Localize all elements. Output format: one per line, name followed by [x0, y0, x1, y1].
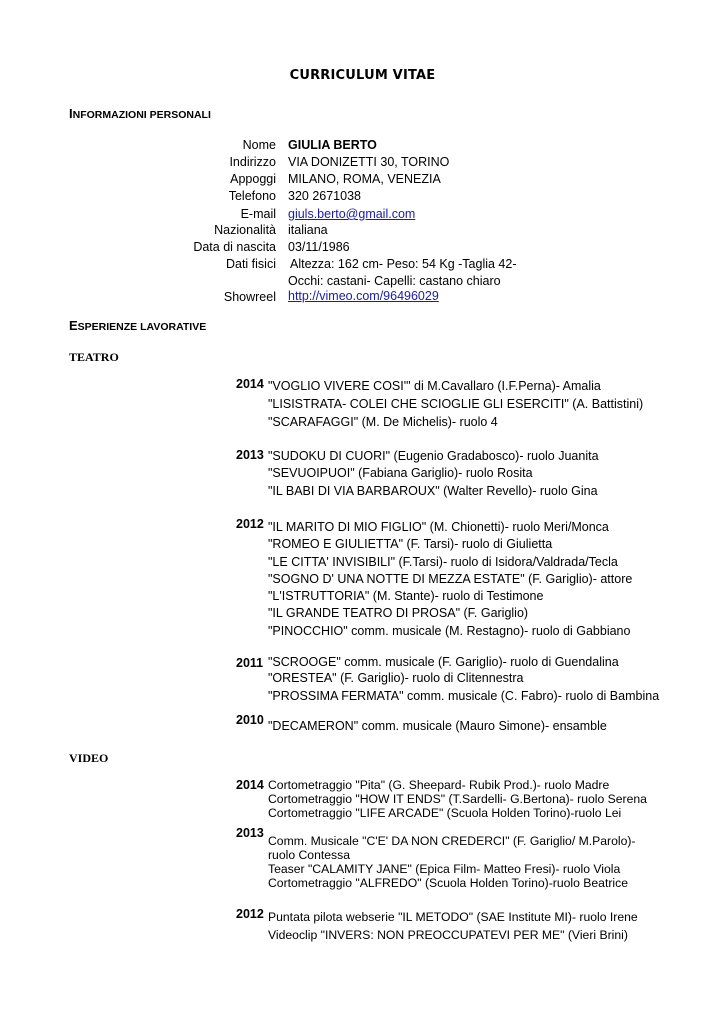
value-dati-fisici-2: Occhi: castani- Capelli: castano chiaro	[288, 274, 501, 288]
value-indirizzo: VIA DONIZETTI 30, TORINO	[288, 155, 450, 169]
list-item: "LE CITTA' INVISIBILI" (F.Tarsi)- ruolo di Isidora/Valdrada/Tecla	[268, 555, 618, 569]
year-label: 2012	[236, 517, 264, 531]
section-heading-personal	[69, 106, 211, 121]
document-title: CURRICULUM VITAE	[289, 68, 436, 83]
list-item: "PROSSIMA FERMATA" comm. musicale (C. Fabro)- ruolo di Bambina	[268, 689, 660, 703]
list-item: "VOGLIO VIVERE COSI'" di M.Cavallaro (I.F.Perna)- Amalia	[268, 379, 601, 393]
list-item: Teaser "CALAMITY JANE" (Epica Film- Matteo Fresi)- ruolo Viola	[268, 862, 621, 876]
list-item: "ORESTEA" (F. Gariglio)- ruolo di Clitennestra	[268, 671, 524, 685]
year-label: 2011	[236, 656, 264, 670]
list-item: "SCROOGE" comm. musicale (F. Gariglio)- ruolo di Guendalina	[268, 655, 619, 669]
list-item: "DECAMERON" comm. musicale (Mauro Simone)- ensamble	[268, 719, 607, 733]
section-heading-work	[69, 318, 206, 333]
subheading-video: VIDEO	[69, 751, 109, 765]
value-nome: GIULIA BERTO	[288, 138, 377, 152]
list-item: "IL BABI DI VIA BARBAROUX" (Walter Revello)- ruolo Gina	[268, 484, 598, 498]
value-appoggi: MILANO, ROMA, VENEZIA	[288, 172, 441, 186]
list-item: Cortometraggio "ALFREDO" (Scuola Holden Torino)-ruolo Beatrice	[268, 876, 628, 890]
list-item: "ROMEO E GIULIETTA" (F. Tarsi)- ruolo di Giulietta	[268, 537, 553, 551]
label-dati-fisici: Dati fisici	[225, 257, 276, 271]
list-item: "L'ISTRUTTORIA" (M. Stante)- ruolo di Testimone	[268, 589, 544, 603]
list-item: ruolo Contessa	[268, 848, 350, 862]
label-nome: Nome	[242, 138, 276, 152]
section-heading-initial: I	[69, 106, 73, 121]
list-item: Videoclip "INVERS: NON PREOCCUPATEVI PER ME" (Vieri Brini)	[268, 928, 628, 942]
list-item: "IL MARITO DI MIO FIGLIO" (M. Chionetti)- ruolo Meri/Monca	[268, 520, 609, 534]
list-item: Cortometraggio "HOW IT ENDS" (T.Sardelli- G.Bertona)- ruolo Serena	[268, 792, 647, 806]
list-item: "IL GRANDE TEATRO DI PROSA" (F. Gariglio)	[268, 606, 529, 620]
label-indirizzo: Indirizzo	[229, 155, 276, 169]
list-item: Cortometraggio "Pita" (G. Sheepard- Rubik Prod.)- ruolo Madre	[268, 778, 610, 792]
label-nazionalita: Nazionalità	[214, 223, 276, 237]
list-item: "SEVUOIPUOI" (Fabiana Gariglio)- ruolo Rosita	[268, 466, 533, 480]
value-nazionalita: italiana	[288, 223, 328, 237]
list-item: "LISISTRATA- COLEI CHE SCIOGLIE GLI ESERCITI" (A. Battistini)	[268, 397, 644, 411]
value-dati-fisici: Altezza: 162 cm- Peso: 54 Kg -Taglia 42-	[290, 257, 517, 271]
section-heading-rest: NFORMAZIONI PERSONALI	[72, 109, 211, 121]
subheading-teatro: TEATRO	[69, 350, 119, 364]
label-email: E-mail	[240, 207, 276, 221]
list-item: "SOGNO D' UNA NOTTE DI MEZZA ESTATE" (F. Gariglio)- attore	[268, 572, 633, 586]
value-data-nascita: 03/11/1986	[288, 240, 350, 254]
list-item: Puntata pilota webserie "IL METODO" (SAE Institute MI)- ruolo Irene	[268, 910, 638, 924]
email-link[interactable]: giuls.berto@gmail.com	[288, 207, 416, 221]
year-label: 2013	[236, 448, 264, 462]
year-label: 2013	[236, 826, 264, 840]
label-data-nascita: Data di nascita	[193, 240, 276, 254]
year-label: 2012	[236, 907, 264, 921]
label-appoggi: Appoggi	[230, 172, 276, 186]
section-heading-rest: SPERIENZE LAVORATIVE	[77, 321, 207, 333]
year-label: 2014	[236, 377, 264, 391]
section-heading-initial: E	[69, 318, 78, 333]
year-label: 2010	[236, 713, 264, 727]
list-item: Cortometraggio "LIFE ARCADE" (Scuola Holden Torino)-ruolo Lei	[268, 806, 622, 820]
showreel-link[interactable]: http://vimeo.com/96496029	[288, 289, 439, 303]
year-label: 2014	[236, 778, 264, 792]
list-item: "PINOCCHIO" comm. musicale (M. Restagno)- ruolo di Gabbiano	[268, 624, 631, 638]
list-item: Comm. Musicale "C'E' DA NON CREDERCI" (F. Gariglio/ M.Parolo)-	[268, 834, 636, 848]
value-telefono: 320 2671038	[288, 189, 361, 203]
label-showreel: Showreel	[223, 290, 276, 304]
label-telefono: Telefono	[228, 189, 276, 203]
list-item: "SCARAFAGGI" (M. De Michelis)- ruolo 4	[268, 415, 498, 429]
list-item: "SUDOKU DI CUORI" (Eugenio Gradabosco)- ruolo Juanita	[268, 449, 599, 463]
